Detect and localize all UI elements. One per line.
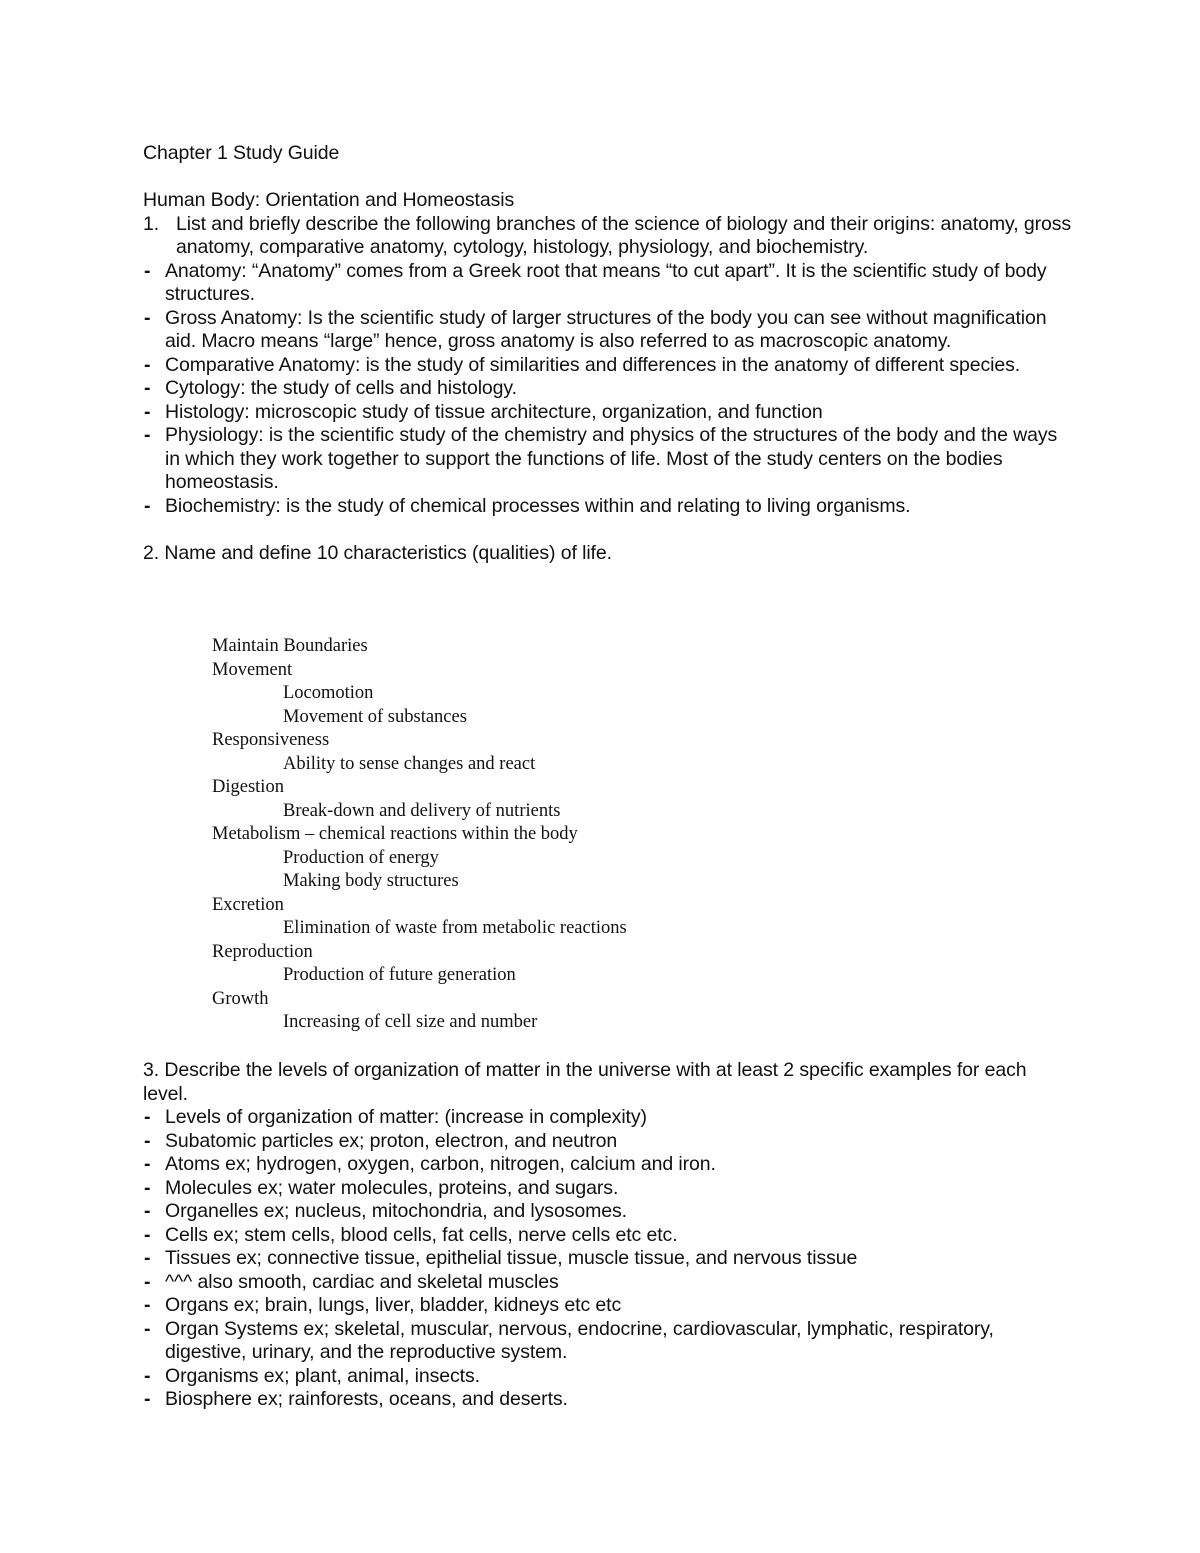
bullet-text: Anatomy: “Anatomy” comes from a Greek root that means “to cut apart”. It is the scientific study of body structures.	[165, 259, 1047, 305]
list-subitem: Movement of substances	[283, 706, 467, 727]
bullet-text: Biochemistry: is the study of chemical processes within and relating to living organisms.	[165, 494, 911, 517]
question-1-text: List and briefly describe the following branches of the science of biology and their origins: anatomy, gross anatomy, comparative anatomy, cytology, histology, physiology, and biochemistry.	[176, 212, 1072, 258]
list-item: Responsiveness	[212, 730, 330, 750]
bullet-dash: -	[144, 259, 151, 282]
bullet-text: Levels of organization of matter: (increase in complexity)	[165, 1106, 647, 1128]
list-item	[143, 1224, 1073, 1248]
list-item	[143, 307, 1073, 354]
bullet-text: Subatomic particles ex; proton, electron, and neutron	[165, 1129, 618, 1152]
question-1-block	[143, 189, 1073, 565]
list-item: Maintain Boundaries	[212, 636, 368, 656]
bullet-dash: -	[144, 1106, 151, 1128]
list-subitem: Ability to sense changes and react	[283, 753, 536, 774]
bullet-dash: -	[144, 353, 151, 376]
list-item	[143, 1153, 1073, 1177]
bullet-text: Organelles ex; nucleus, mitochondria, and lysosomes.	[165, 1200, 627, 1222]
list-item	[143, 1318, 1073, 1365]
list-item: Reproduction	[212, 941, 313, 962]
bullet-text: Gross Anatomy: Is the scientific study of larger structures of the body you can see without magnification aid. Macro means “large” hence, gross anatomy is also referred to as macroscopic anatomy.	[165, 306, 1047, 352]
bullet-text: Histology: microscopic study of tissue architecture, organization, and function	[165, 400, 823, 423]
list-subitem: Production of future generation	[283, 965, 516, 985]
question-3-block	[143, 1059, 1073, 1412]
bullet-dash: -	[144, 1364, 151, 1387]
characteristics-list	[212, 635, 912, 1035]
bullet-text: Physiology: is the scientific study of the chemistry and physics of the structures of the body and the ways in which they work together to support the functions of life. Most of the study centers on the bodies homeostasis.	[165, 424, 1058, 493]
bullet-text: Comparative Anatomy: is the study of similarities and differences in the anatomy of different species.	[165, 353, 1021, 376]
list-item	[143, 1294, 1073, 1318]
bullet-text: Molecules ex; water molecules, proteins, and sugars.	[165, 1176, 619, 1199]
bullet-text: Organisms ex; plant, animal, insects.	[165, 1364, 480, 1387]
bullet-dash: -	[144, 1317, 151, 1340]
list-item	[143, 377, 1073, 401]
bullet-dash: -	[144, 1153, 151, 1175]
bullet-text: Tissues ex; connective tissue, epithelial tissue, muscle tissue, and nervous tissue	[165, 1247, 858, 1269]
bullet-text: Biosphere ex; rainforests, oceans, and deserts.	[165, 1388, 568, 1410]
list-item: Excretion	[212, 894, 284, 915]
question-2-text: 2. Name and define 10 characteristics (qualities) of life.	[143, 541, 612, 564]
list-item	[143, 1200, 1073, 1224]
list-item: Digestion	[212, 777, 284, 797]
list-item	[143, 1177, 1073, 1201]
list-subitem: Increasing of cell size and number	[283, 1012, 538, 1032]
list-item: Metabolism – chemical reactions within the body	[212, 824, 578, 844]
question-1-number: 1.	[143, 212, 160, 235]
bullet-text: Cytology: the study of cells and histology.	[165, 377, 517, 399]
list-subitem: Making body structures	[283, 871, 459, 891]
list-item	[143, 1388, 1073, 1412]
list-item	[143, 1271, 1073, 1295]
list-item	[143, 401, 1073, 425]
bullet-dash: -	[144, 1176, 151, 1199]
list-subitem: Break-down and delivery of nutrients	[283, 800, 561, 821]
bullet-dash: -	[144, 1129, 151, 1152]
bullet-dash: -	[144, 494, 151, 517]
question-1	[143, 213, 1073, 260]
bullet-dash: -	[144, 1223, 151, 1246]
bullet-dash: -	[144, 1247, 151, 1269]
list-subitem: Production of energy	[283, 847, 439, 868]
bullet-dash: -	[144, 424, 151, 446]
bullet-dash: -	[144, 1388, 151, 1410]
list-item	[143, 1247, 1073, 1271]
bullet-text: Organs ex; brain, lungs, liver, bladder, kidneys etc etc	[165, 1294, 622, 1316]
list-item	[143, 260, 1073, 307]
bullet-text: Atoms ex; hydrogen, oxygen, carbon, nitrogen, calcium and iron.	[165, 1153, 716, 1175]
bullet-text: Organ Systems ex; skeletal, muscular, nervous, endocrine, cardiovascular, lymphatic, respiratory, digestive, urinary, and the reproductive system.	[165, 1317, 994, 1363]
bullet-dash: -	[144, 400, 151, 423]
bullet-dash: -	[144, 306, 151, 329]
bullet-text: ^^^ also smooth, cardiac and skeletal muscles	[165, 1270, 559, 1293]
list-item	[143, 354, 1073, 378]
bullet-text: Cells ex; stem cells, blood cells, fat cells, nerve cells etc etc.	[165, 1223, 678, 1246]
list-item: Growth	[212, 988, 269, 1009]
list-item	[143, 1106, 1073, 1130]
list-item: Movement	[212, 659, 293, 680]
bullet-dash: -	[144, 1294, 151, 1316]
section-heading: Human Body: Orientation and Homeostasis	[143, 189, 515, 211]
question-3-text: 3. Describe the levels of organization of matter in the universe with at least 2 specific examples for each level.	[143, 1059, 1027, 1105]
bullet-dash: -	[144, 1270, 151, 1293]
list-subitem: Locomotion	[283, 683, 374, 703]
page-title: Chapter 1 Study Guide	[143, 142, 340, 164]
list-item	[143, 1130, 1073, 1154]
bullet-dash: -	[144, 1200, 151, 1222]
list-item	[143, 495, 1073, 519]
bullet-dash: -	[144, 377, 151, 399]
list-item	[143, 424, 1073, 495]
list-subitem: Elimination of waste from metabolic reactions	[283, 918, 627, 938]
list-item	[143, 1365, 1073, 1389]
